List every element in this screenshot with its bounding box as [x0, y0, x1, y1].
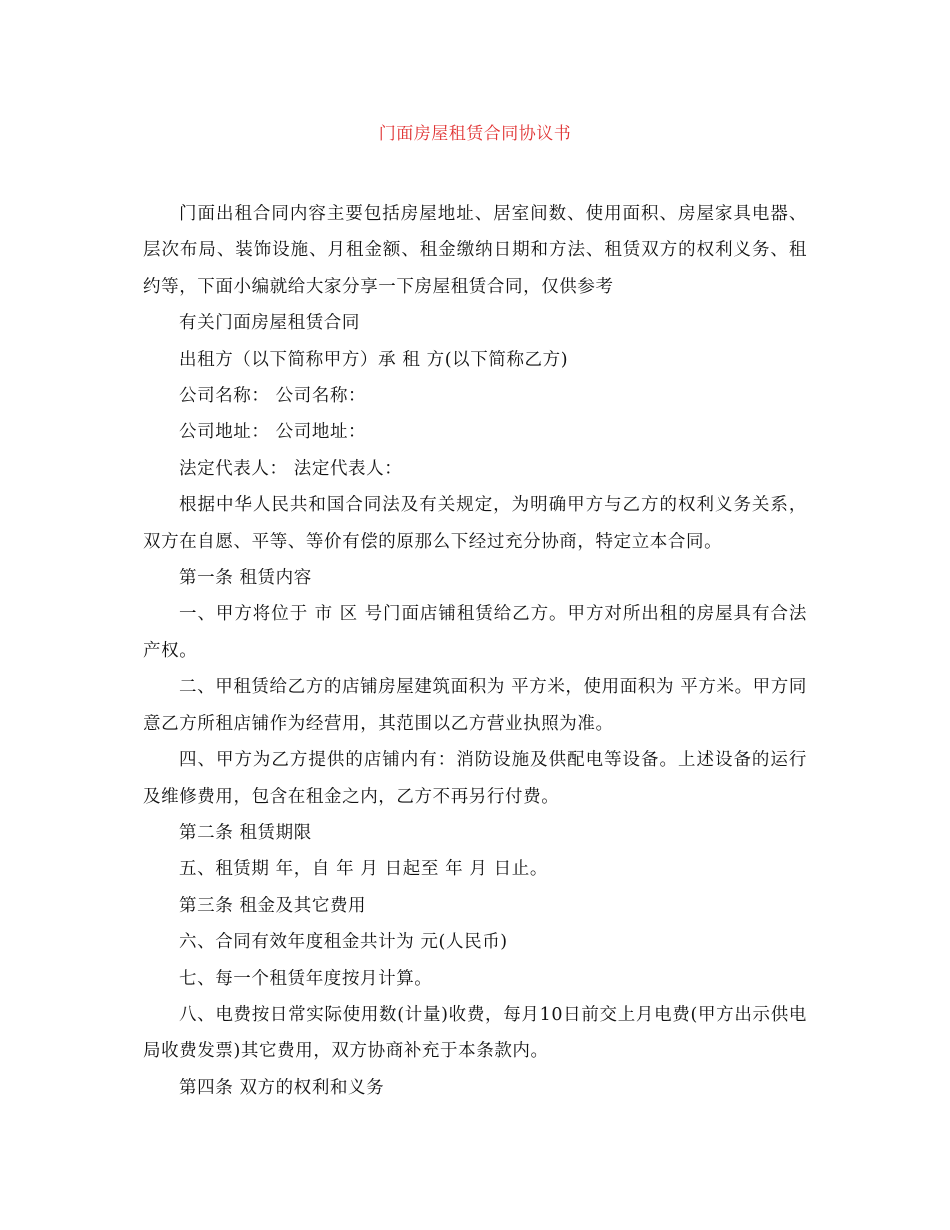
clause-8: 八、电费按日常实际使用数(计量)收费，每月10日前交上月电费(甲方出示供电局收费发票)其它费用，双方协商补充于本条款内。: [143, 1004, 807, 1062]
paragraph-company-name: 公司名称： 公司名称：: [179, 386, 367, 407]
paragraph-intro: 门面出租合同内容主要包括房屋地址、居室间数、使用面积、房屋家具电器、层次布局、装饰设施、月租金额、租金缴纳日期和方法、租赁双方的权利义务、租约等，下面小编就给大家分享一下房屋租赁合同，仅供参考: [143, 204, 807, 297]
article-heading-4: 第四条 双方的权利和义务: [179, 1077, 385, 1098]
paragraph-company-address: 公司地址： 公司地址：: [179, 422, 367, 443]
paragraph-subtitle: 有关门面房屋租赁合同: [179, 313, 360, 334]
article-heading-1: 第一条 租赁内容: [179, 568, 312, 589]
clause-5: 五、租赁期 年，自 年 月 日起至 年 月 日止。: [179, 859, 548, 880]
article-heading-2: 第二条 租赁期限: [179, 822, 312, 843]
clause-7: 七、每一个租赁年度按月计算。: [179, 968, 433, 989]
paragraph-parties: 出租方（以下简称甲方）承 租 方(以下简称乙方): [179, 349, 569, 370]
clause-2: 二、甲租赁给乙方的店铺房屋建筑面积为 平方米，使用面积为 平方米。甲方同意乙方所租店铺作为经营用，其范围以乙方营业执照为准。: [143, 677, 807, 734]
paragraph-legal-representative: 法定代表人： 法定代表人：: [179, 458, 403, 479]
paragraph-preamble: 根据中华人民共和国合同法及有关规定，为明确甲方与乙方的权利义务关系，双方在自愿、平等、等价有偿的原那么下经过充分协商，特定立本合同。: [143, 495, 807, 552]
clause-4: 四、甲方为乙方提供的店铺内有：消防设施及供配电等设备。上述设备的运行及维修费用，包含在租金之内，乙方不再另行付费。: [143, 750, 807, 807]
document-title: 门面房屋租赁合同协议书: [378, 124, 572, 144]
clause-1: 一、甲方将位于 市 区 号门面店铺租赁给乙方。甲方对所出租的房屋具有合法产权。: [143, 604, 807, 661]
clause-6: 六、合同有效年度租金共计为 元(人民币): [179, 932, 508, 953]
article-heading-3: 第三条 租金及其它费用: [179, 895, 367, 916]
document-body: [143, 196, 807, 1106]
